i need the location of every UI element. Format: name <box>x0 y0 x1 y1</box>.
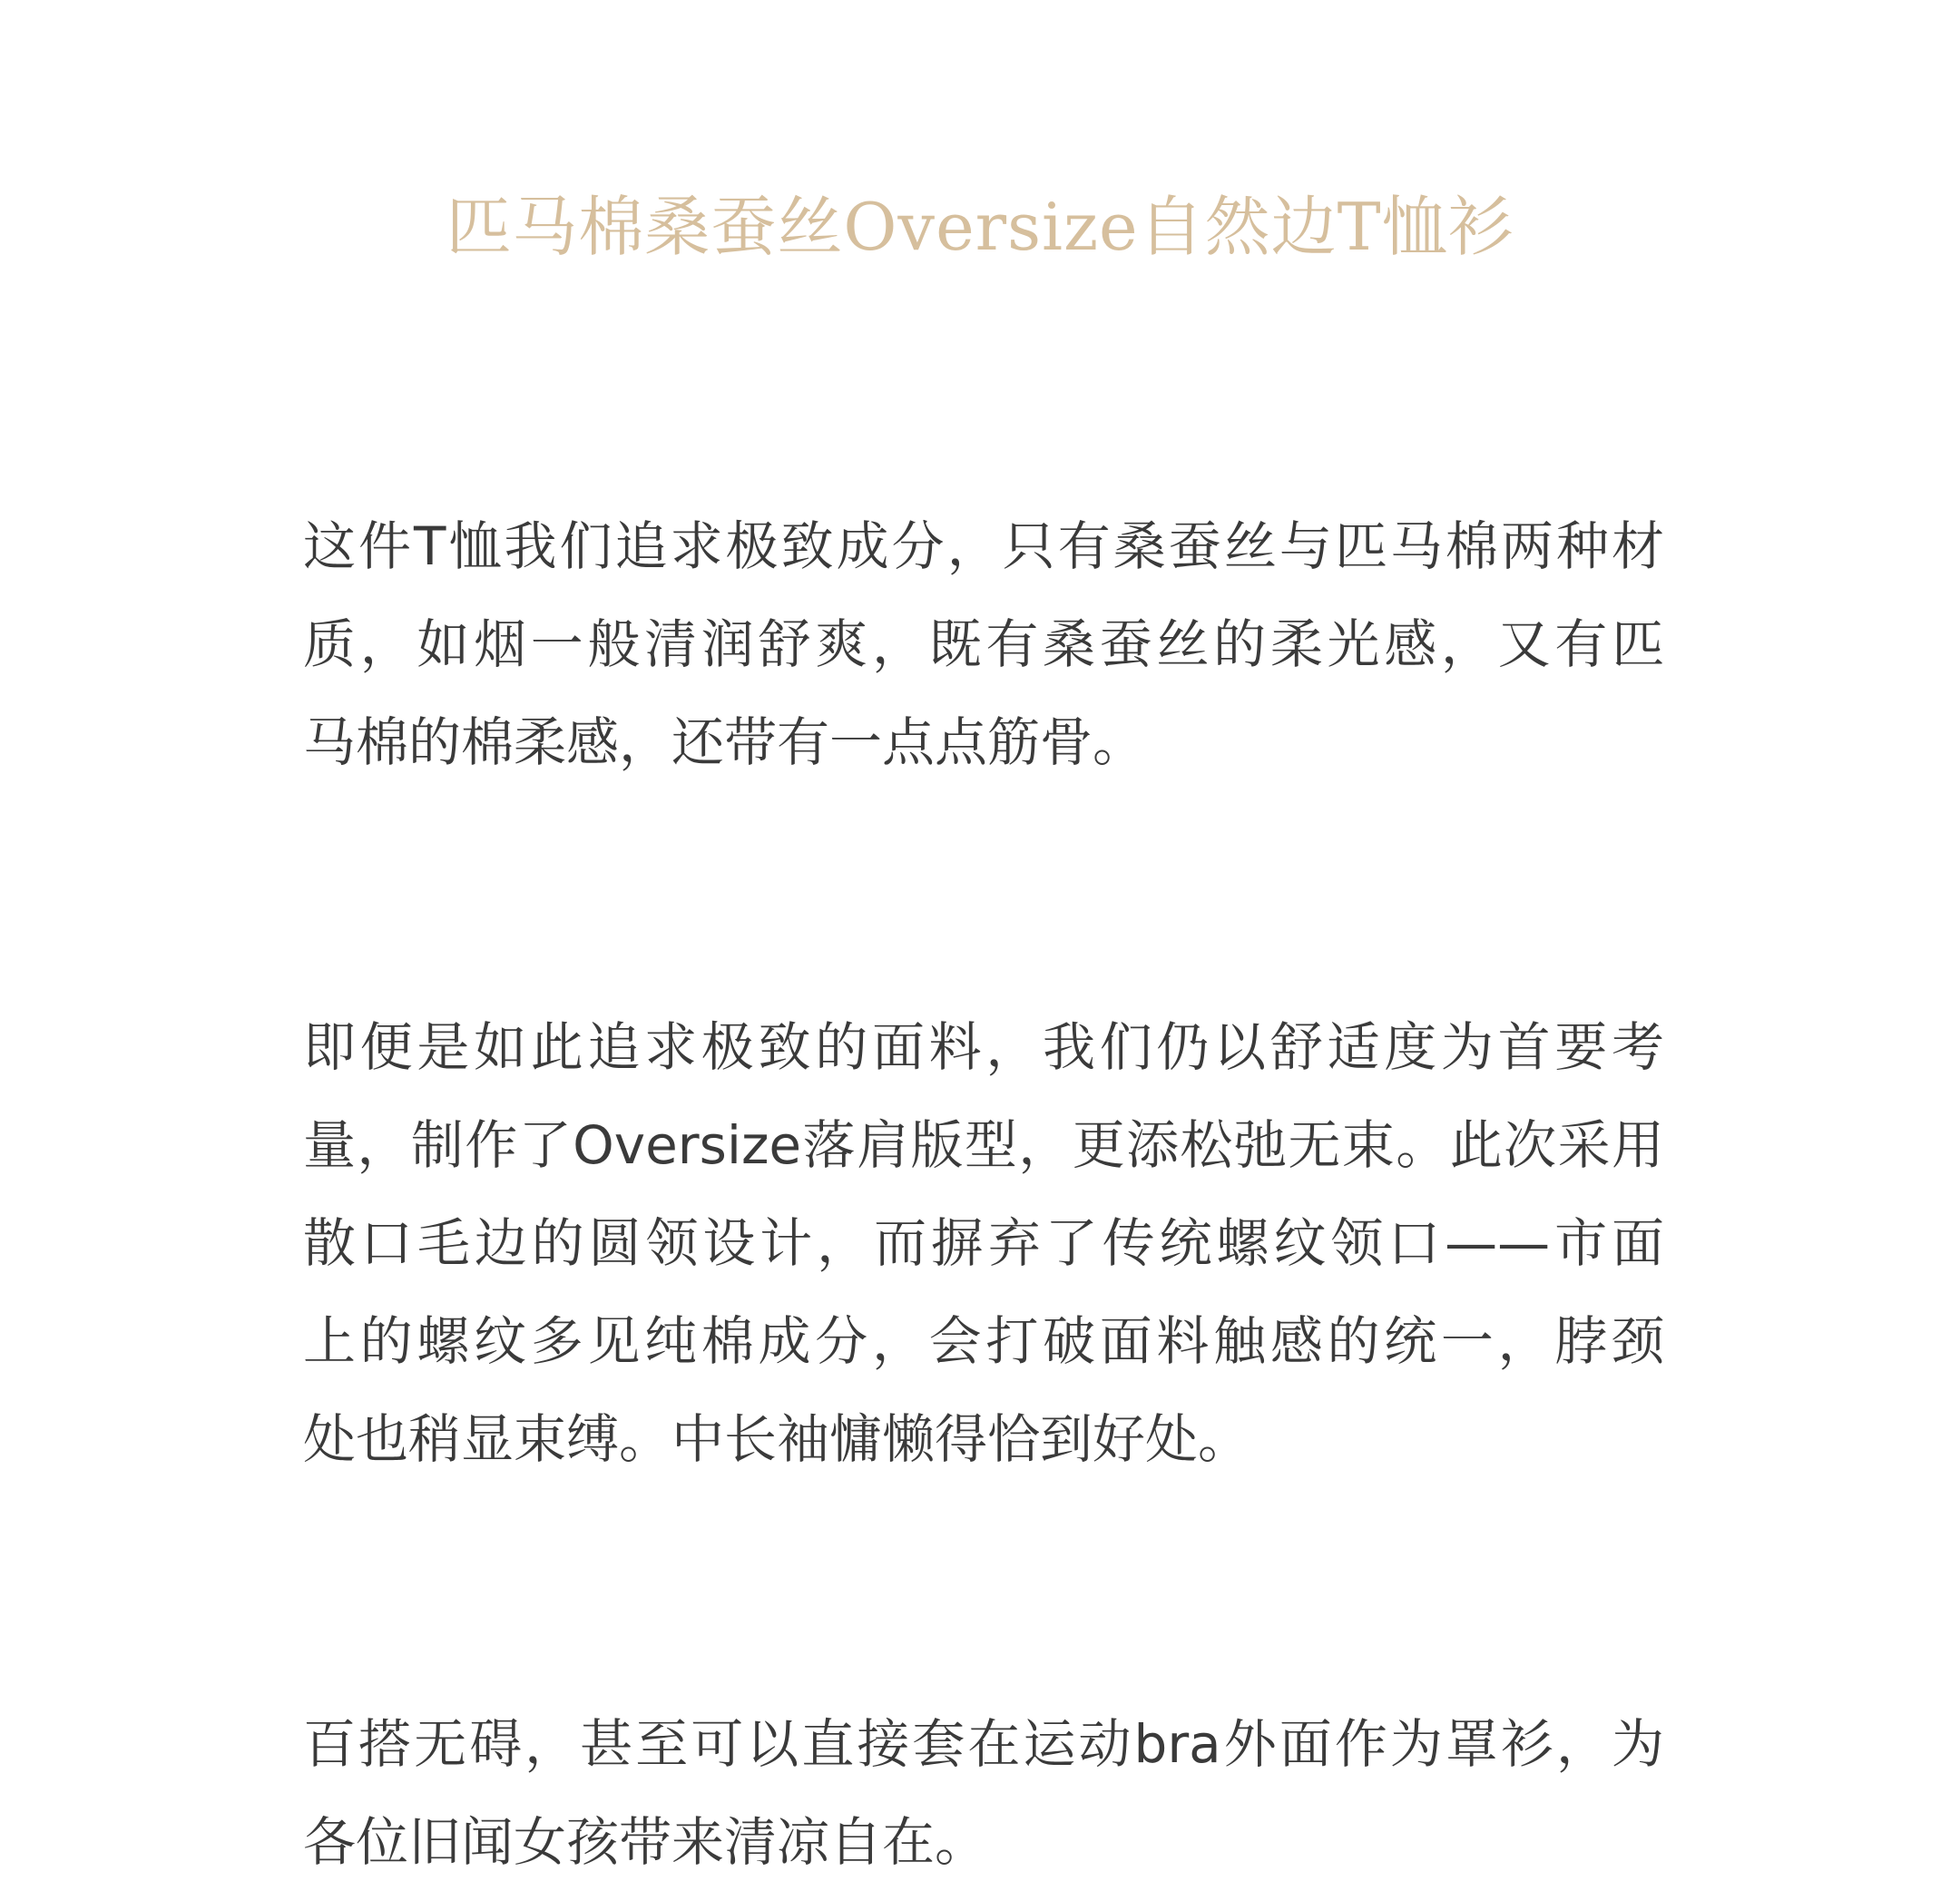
description-paragraph-3 <box>303 1695 1664 1891</box>
description-body <box>303 497 1664 1891</box>
description-paragraph-2 <box>303 998 1664 1488</box>
paragraph-line: 即便是如此追求极致的面料，我们仍以舒适度为首要考 <box>303 1016 1664 1078</box>
paragraph-line: 这件T恤我们追求极致成分，只有桑蚕丝与匹马棉两种材 <box>303 515 1664 577</box>
paragraph-line: 各位旧闻女孩带来清凉自在。 <box>303 1811 988 1873</box>
paragraph-spacer <box>303 1488 1664 1695</box>
paragraph-line: 处也稍显束缚。中长袖慵懒得恰到好处。 <box>303 1408 1251 1470</box>
paragraph-line: 质，如烟一般清润舒爽，既有桑蚕丝的柔光感，又有匹 <box>303 613 1664 675</box>
description-paragraph-1 <box>303 497 1664 791</box>
paragraph-line: 散口毛边的圆领设计，而摒弃了传统螺纹领口——市面 <box>303 1212 1664 1274</box>
paragraph-spacer <box>303 791 1664 998</box>
paragraph-line: 量，制作了Oversize落肩版型，更添松弛无束。此次采用 <box>303 1114 1664 1176</box>
paragraph-line: 百搭无碍，甚至可以直接套在运动bra外面作为罩衫，为 <box>303 1713 1664 1775</box>
paragraph-line: 马棉的棉柔感，还带有一点点筋骨。 <box>303 711 1146 773</box>
paragraph-line: 上的螺纹多见纯棉成分，会打破面料触感的统一，脖颈 <box>303 1310 1664 1372</box>
product-title: 匹马棉桑蚕丝Oversize自然边T恤衫 <box>446 189 1514 265</box>
